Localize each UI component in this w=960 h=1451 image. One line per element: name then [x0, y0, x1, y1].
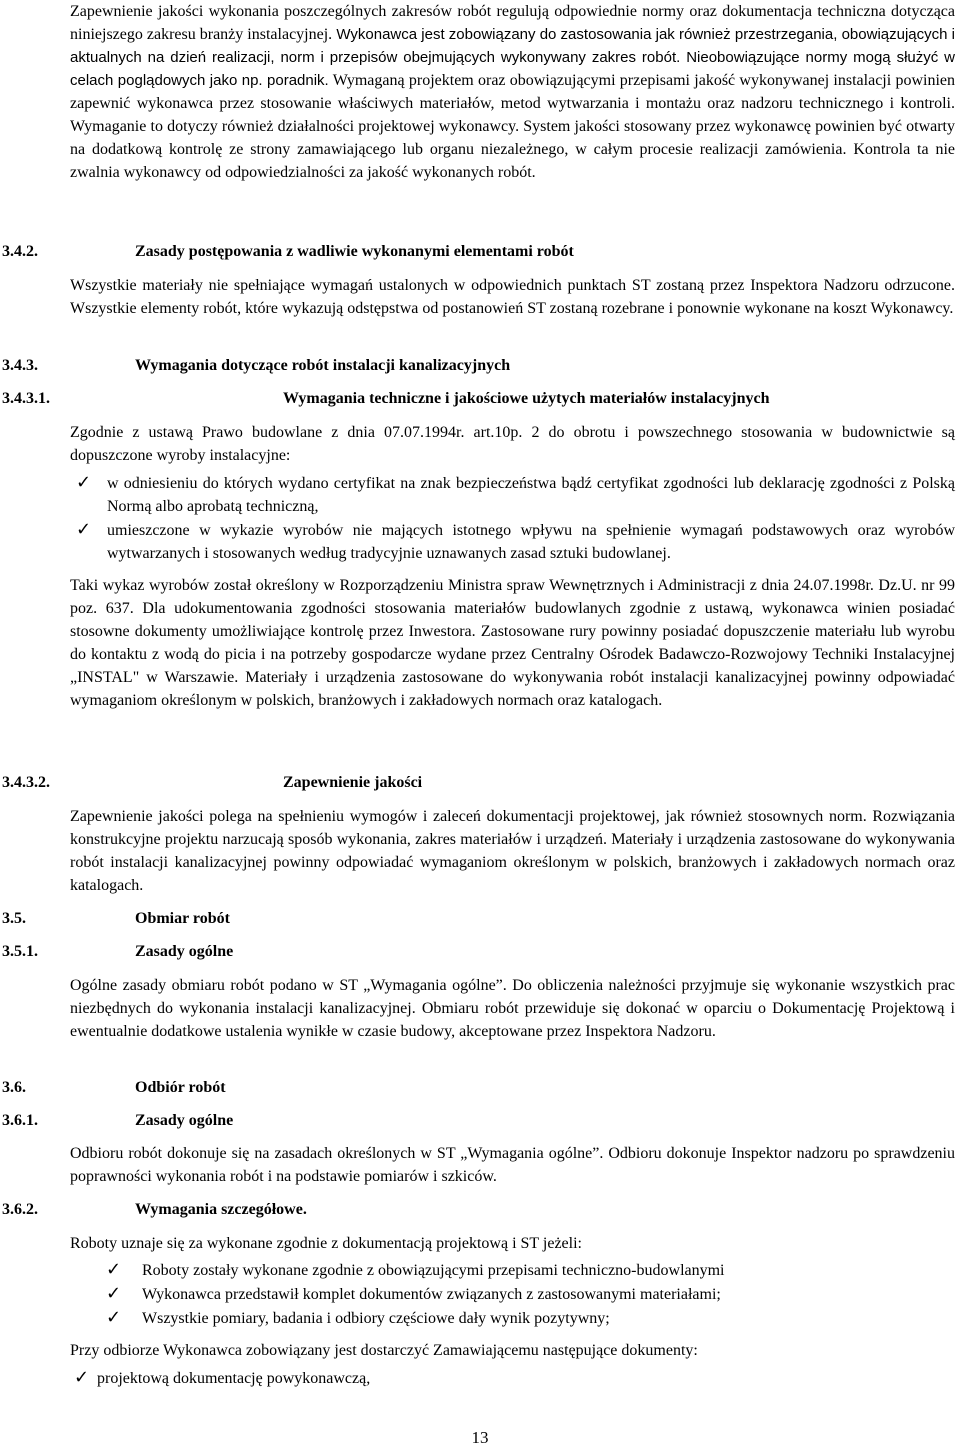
section-title-3-4-3-1: Wymagania techniczne i jakościowe użytych materiałów instalacyjnych	[283, 390, 770, 407]
list-item: umieszczone w wykazie wyrobów nie mających istotnego wpływu na spełnienie wymagań podstawowych oraz wyrobów wytwarzanych i stosowanych według tradycyjnie uznawanych zasad sztuki budowlanej.	[107, 522, 955, 562]
check-icon: ✓	[106, 1259, 122, 1280]
intro-part4: System jakości stosowany przez wykonawcę powinien być otwarty na dodatkową kontrolę ze strony zamawiającego lub organu niezależnego, w całym procesie realizacji zamówienia.	[70, 118, 956, 158]
check-icon: ✓	[106, 1307, 122, 1328]
check-icon: ✓	[76, 472, 92, 493]
check-icon: ✓	[76, 519, 92, 540]
intro-part2: Wykonawca jest zobowiązany do zastosowania jak również przestrzegania, obowiązujących i aktualnych na dzień realizacji, norm i przepisów obejmujących wykonywany zakres robót. Nieobowiązujące normy mogą służyć w celach poglądowych jako np. poradnik.	[70, 26, 955, 89]
section-number-3-4-2: 3.4.2.	[2, 243, 38, 260]
section-body-3-4-2: Wszystkie materiały nie spełniające wymagań ustalonych w odpowiednich punktach ST zostaną przez Inspektora Nadzoru odrzucone. Wszystkie elementy robót, które wykazują odstępstwa od postanowień ST zostaną rozebrane i ponownie wykonane na koszt Wykonawcy.	[70, 277, 955, 317]
check-icon: ✓	[106, 1283, 122, 1304]
section-number-3-6: 3.6.	[2, 1079, 26, 1096]
section-number-3-4-3-1: 3.4.3.1.	[2, 390, 50, 407]
section-title-3-4-3: Wymagania dotyczące robót instalacji kanalizacyjnych	[135, 357, 511, 374]
section-number-3-5: 3.5.	[2, 910, 26, 927]
section-body-3-6-1: Odbioru robót dokonuje się na zasadach określonych w ST „Wymagania ogólne”. Odbioru dokonuje Inspektor nadzoru po sprawdzeniu poprawności wykonania robót i na podstawie pomiarów i szkiców.	[70, 1145, 955, 1185]
page-number: 13	[471, 1428, 489, 1447]
section-intro-3-6-2: Roboty uznaje się za wykonane zgodnie z dokumentacją projektową i ST jeżeli:	[70, 1235, 582, 1252]
section-number-3-5-1: 3.5.1.	[2, 943, 38, 960]
section-title-3-5-1: Zasady ogólne	[135, 943, 234, 960]
section-title-3-5: Obmiar robót	[135, 910, 230, 927]
list-item: Wszystkie pomiary, badania i odbiory częściowe dały wynik pozytywny;	[142, 1310, 610, 1327]
intro-paragraph	[70, 0, 955, 184]
section-body-3-4-3-1: Taki wykaz wyrobów został określony w Rozporządzeniu Ministra spraw Wewnętrznych i Administracji z dnia 24.07.1998r. Dz.U. nr 99 poz. 637. Dla udokumentowania zgodności stosowania materiałów budowlanych zgodnie z ustawą, wykonawca winien posiadać stosowne dokumenty umożliwiające kontrolę przez Inwestora. Zastosowane rury powinny posiadać dopuszczenie materiału lub wyrobu do kontaktu z wodą do picia i na potrzeby gospodarcze wydane przez Centralny Ośrodek Badawczo-Rozwojowy Techniki Instalacyjnej „INSTAL" w Warszawie. Materiały i urządzenia zastosowane do wykonywania robót instalacji kanalizacyjnej powinny odpowiadać wymaganiom określonym w polskich, branżowych i zakładowych normach oraz katalogach.	[70, 577, 955, 709]
section-title-3-6-2: Wymagania szczegółowe.	[135, 1201, 307, 1218]
section-intro-3-4-3-1: Zgodnie z ustawą Prawo budowlane z dnia 07.07.1994r. art.10p. 2 do obrotu i powszechnego stosowania w budownictwie są dopuszczone wyroby instalacyjne:	[70, 424, 955, 464]
section-number-3-6-1: 3.6.1.	[2, 1112, 38, 1129]
list-item: Roboty zostały wykonane zgodnie z obowiązującymi przepisami techniczno-budowlanymi	[142, 1262, 725, 1279]
section-number-3-6-2: 3.6.2.	[2, 1201, 38, 1218]
section-title-3-4-3-2: Zapewnienie jakości	[283, 774, 423, 791]
section-title-3-4-2: Zasady postępowania z wadliwie wykonanymi elementami robót	[135, 243, 574, 260]
section-outro-3-6-2: Przy odbiorze Wykonawca zobowiązany jest dostarczyć Zamawiającemu następujące dokumenty:	[70, 1342, 698, 1359]
section-body-3-5-1: Ogólne zasady obmiaru robót podano w ST „Wymagania ogólne”. Do obliczenia należności przyjmuje się wykonanie wszystkich prac niezbędnych do wykonania instalacji kanalizacyjnej. Obmiaru robót przewiduje się dokonać w oparciu o Dokumentację Projektową i ewentualnie dodatkowe ustalenia wynikłe w czasie budowy, akceptowane przez Inspektora Nadzoru.	[70, 977, 955, 1040]
section-title-3-6-1: Zasady ogólne	[135, 1112, 234, 1129]
list-item: w odniesieniu do których wydano certyfikat na znak bezpieczeństwa bądź certyfikat zgodności lub deklarację zgodności z Polską Normą albo aprobatą techniczną,	[107, 475, 955, 515]
section-title-3-6: Odbiór robót	[135, 1079, 226, 1096]
section-body-3-4-3-2: Zapewnienie jakości polega na spełnieniu wymogów i zaleceń dokumentacji projektowej, jak również stosownych norm. Rozwiązania konstrukcyjne projektu narzucają sposób wykonania, zakres materiałów i urządzeń. Materiały i urządzenia zastosowane do wykonywania robót instalacji kanalizacyjnej powinny odpowiadać wymaganiom określonym w polskich, branżowych i zakładowych normach oraz katalogach.	[70, 808, 955, 894]
list-item: Wykonawca przedstawił komplet dokumentów związanych z zastosowanymi materiałami;	[142, 1286, 721, 1303]
intro-part3: Wymaganą projektem oraz obowiązującymi przepisami jakość wykonywanej instalacji powinien zapewnić wykonawca przez stosowanie właściwych materiałów, metod wytwarzania i montażu oraz nadzoru technicznego i kontroli. Wymaganie to dotyczy również działalności projektowej wykonawcy.	[70, 72, 955, 135]
intro-part5: Kontrola ta nie zwalnia wykonawcy od odpowiedzialności za jakość wykonanych robót.	[70, 141, 955, 181]
section-number-3-4-3-2: 3.4.3.2.	[2, 774, 50, 791]
check-icon: ✓	[74, 1367, 90, 1388]
intro-part1: Zapewnienie jakości wykonania poszczególnych zakresów robót regulują odpowiednie normy oraz dokumentacja techniczna dotycząca niniejszego zakresu branży instalacyjnej.	[70, 3, 955, 43]
section-number-3-4-3: 3.4.3.	[2, 357, 38, 374]
list-item: projektową dokumentację powykonawczą,	[97, 1370, 371, 1387]
